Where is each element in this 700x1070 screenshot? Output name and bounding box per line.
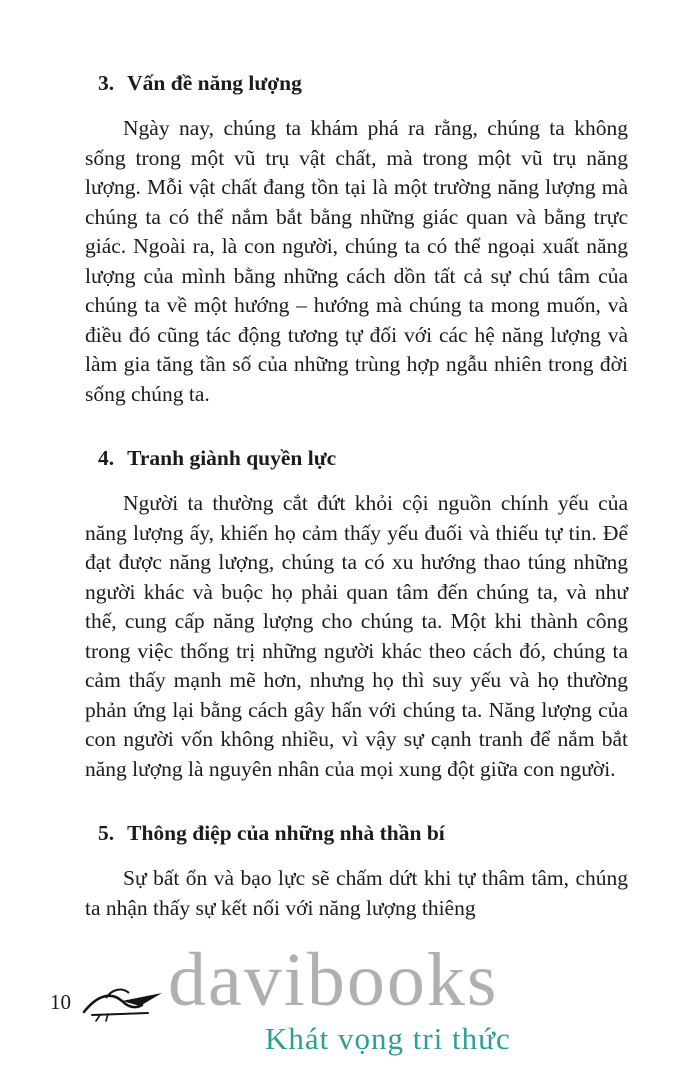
section-energy-problem bbox=[85, 68, 628, 409]
section-paragraph: Người ta thường cắt đứt khỏi cội nguồn chính yếu của năng lượng ấy, khiến họ cảm thấy yếu đuối và thiếu tự tin. Để đạt được năng lượng, chúng ta có xu hướng thao túng những người khác và buộc họ phải quan tâm đến chúng ta, và như thế, cung cấp năng lượng cho chúng ta. Một khi thành công trong việc thống trị những người khác theo cách đó, chúng ta cảm thấy mạnh mẽ hơn, nhưng họ thì suy yếu và họ thường phản ứng lại bằng cách gây hấn với chúng ta. Năng lượng của con người vốn không nhiều, vì vậy sự cạnh tranh để nắm bắt năng lượng là nguyên nhân của mọi xung đột giữa con người. bbox=[85, 491, 628, 781]
davibooks-logo-icon bbox=[78, 980, 170, 1022]
section-number: 3. bbox=[98, 71, 115, 95]
section-number: 4. bbox=[98, 446, 115, 470]
watermark-slogan-text: Khát vọng tri thức bbox=[265, 1021, 511, 1056]
section-paragraph: Ngày nay, chúng ta khám phá ra rằng, chúng ta không sống trong một vũ trụ vật chất, mà trong một vũ trụ năng lượng. Mỗi vật chất đang tồn tại là một trường năng lượng mà chúng ta có thể nắm bắt bằng những giác quan và bằng trực giác. Ngoài ra, là con người, chúng ta có thể ngoại xuất năng lượng của mình bằng những cách dồn tất cả sự chú tâm của chúng ta về một hướng – hướng mà chúng ta mong muốn, và điều đó cũng tác động tương tự đối với các hệ năng lượng và làm gia tăng tần số của những trùng hợp ngẫu nhiên trong đời sống chúng ta. bbox=[85, 116, 628, 406]
section-title: Thông điệp của những nhà thần bí bbox=[127, 821, 445, 845]
section-paragraph: Sự bất ổn và bạo lực sẽ chấm dứt khi tự thâm tâm, chúng ta nhận thấy sự kết nối với năng lượng thiêng bbox=[85, 866, 628, 920]
section-heading bbox=[85, 818, 628, 848]
section-mystics-message bbox=[85, 818, 628, 923]
section-power-struggle bbox=[85, 443, 628, 784]
section-title: Tranh giành quyền lực bbox=[127, 446, 337, 470]
section-heading bbox=[85, 68, 628, 98]
section-heading bbox=[85, 443, 628, 473]
section-title: Vấn đề năng lượng bbox=[127, 71, 302, 95]
section-number: 5. bbox=[98, 821, 115, 845]
page-number: 10 bbox=[50, 990, 71, 1014]
page-content bbox=[85, 68, 628, 923]
watermark-brand-text: davibooks bbox=[168, 938, 499, 1022]
